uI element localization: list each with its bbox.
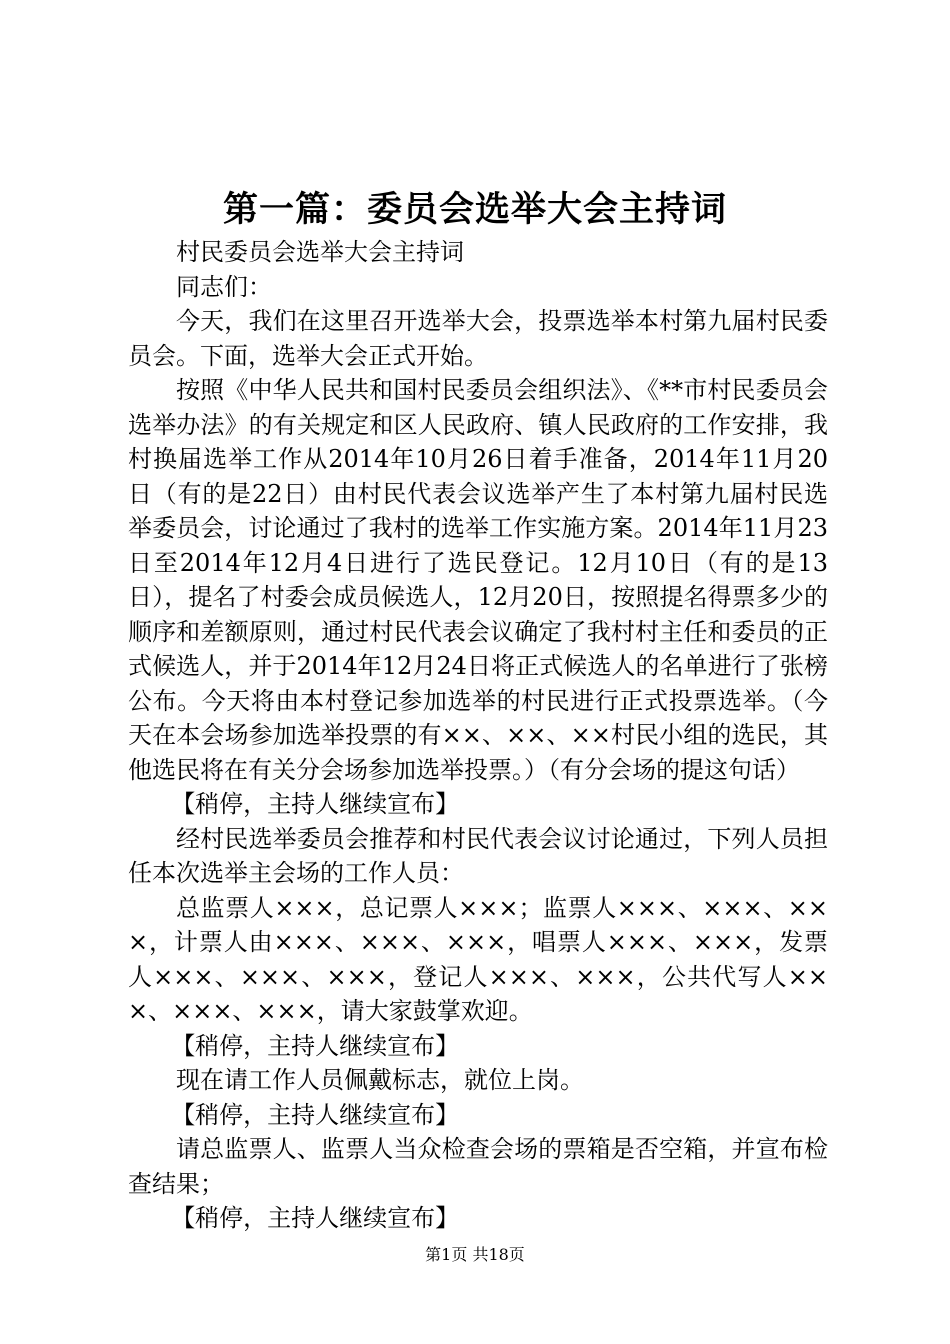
paragraph-staff-intro: 经村民选举委员会推荐和村民代表会议讨论通过，下列人员担任本次选举主会场的工作人员： bbox=[128, 824, 828, 887]
paragraph-background: 按照《中华人民共和国村民委员会组织法》、《**市村民委员会选举办法》的有关规定和区人民政府、镇人民政府的工作安排，我村换届选举工作从2014年10月26日着手准备，2014年11月20日（有的是22日）由村民代表会议选举产生了本村第九届村民选举委员会，讨论通过了我村的选举工作实施方案。2014年11月23日至2014年12月4日进行了选民登记。12月10日（有的是13日），提名了村委会成员候选人，12月20日，按照提名得票多少的顺序和差额原则，通过村民代表会议确定了我村村主任和委员的正式候选人，并于2014年12月24日将正式候选人的名单进行了张榜公布。今天将由本村登记参加选举的村民进行正式投票选举。（今天在本会场参加选举投票的有××、××、××村民小组的选民，其他选民将在有关分会场参加选举投票。）（有分会场的提这句话） bbox=[128, 376, 828, 784]
document-body bbox=[128, 235, 828, 1236]
paragraph-opening: 今天，我们在这里召开选举大会，投票选举本村第九届村民委员会。下面，选举大会正式开始。 bbox=[128, 307, 828, 370]
paragraph-pause-note: 【稍停，主持人继续宣布】 bbox=[171, 1100, 460, 1129]
document-title: 第一篇：委员会选举大会主持词 bbox=[222, 189, 727, 230]
paragraph-greeting: 同志们： bbox=[176, 272, 272, 301]
paragraph-pause-note: 【稍停，主持人继续宣布】 bbox=[171, 1031, 460, 1060]
paragraph-staff-position: 现在请工作人员佩戴标志，就位上岗。 bbox=[176, 1066, 584, 1094]
paragraph-ballot-box-check: 请总监票人、监票人当众检查会场的票箱是否空箱，并宣布检查结果； bbox=[128, 1135, 828, 1198]
paragraph-subtitle: 村民委员会选举大会主持词 bbox=[176, 238, 464, 266]
paragraph-staff-list: 总监票人×××，总记票人×××；监票人×××、×××、×××，计票人由×××、×××、×××，唱票人×××、×××，发票人×××、×××、×××，登记人×××、×××，公共代写人×××、×××、×××，请大家鼓掌欢迎。 bbox=[128, 893, 828, 1025]
paragraph-pause-note: 【稍停，主持人继续宣布】 bbox=[171, 1204, 460, 1232]
page-number-footer: 第1页 共18页 bbox=[425, 1245, 525, 1264]
paragraph-pause-note: 【稍停，主持人继续宣布】 bbox=[171, 790, 460, 818]
